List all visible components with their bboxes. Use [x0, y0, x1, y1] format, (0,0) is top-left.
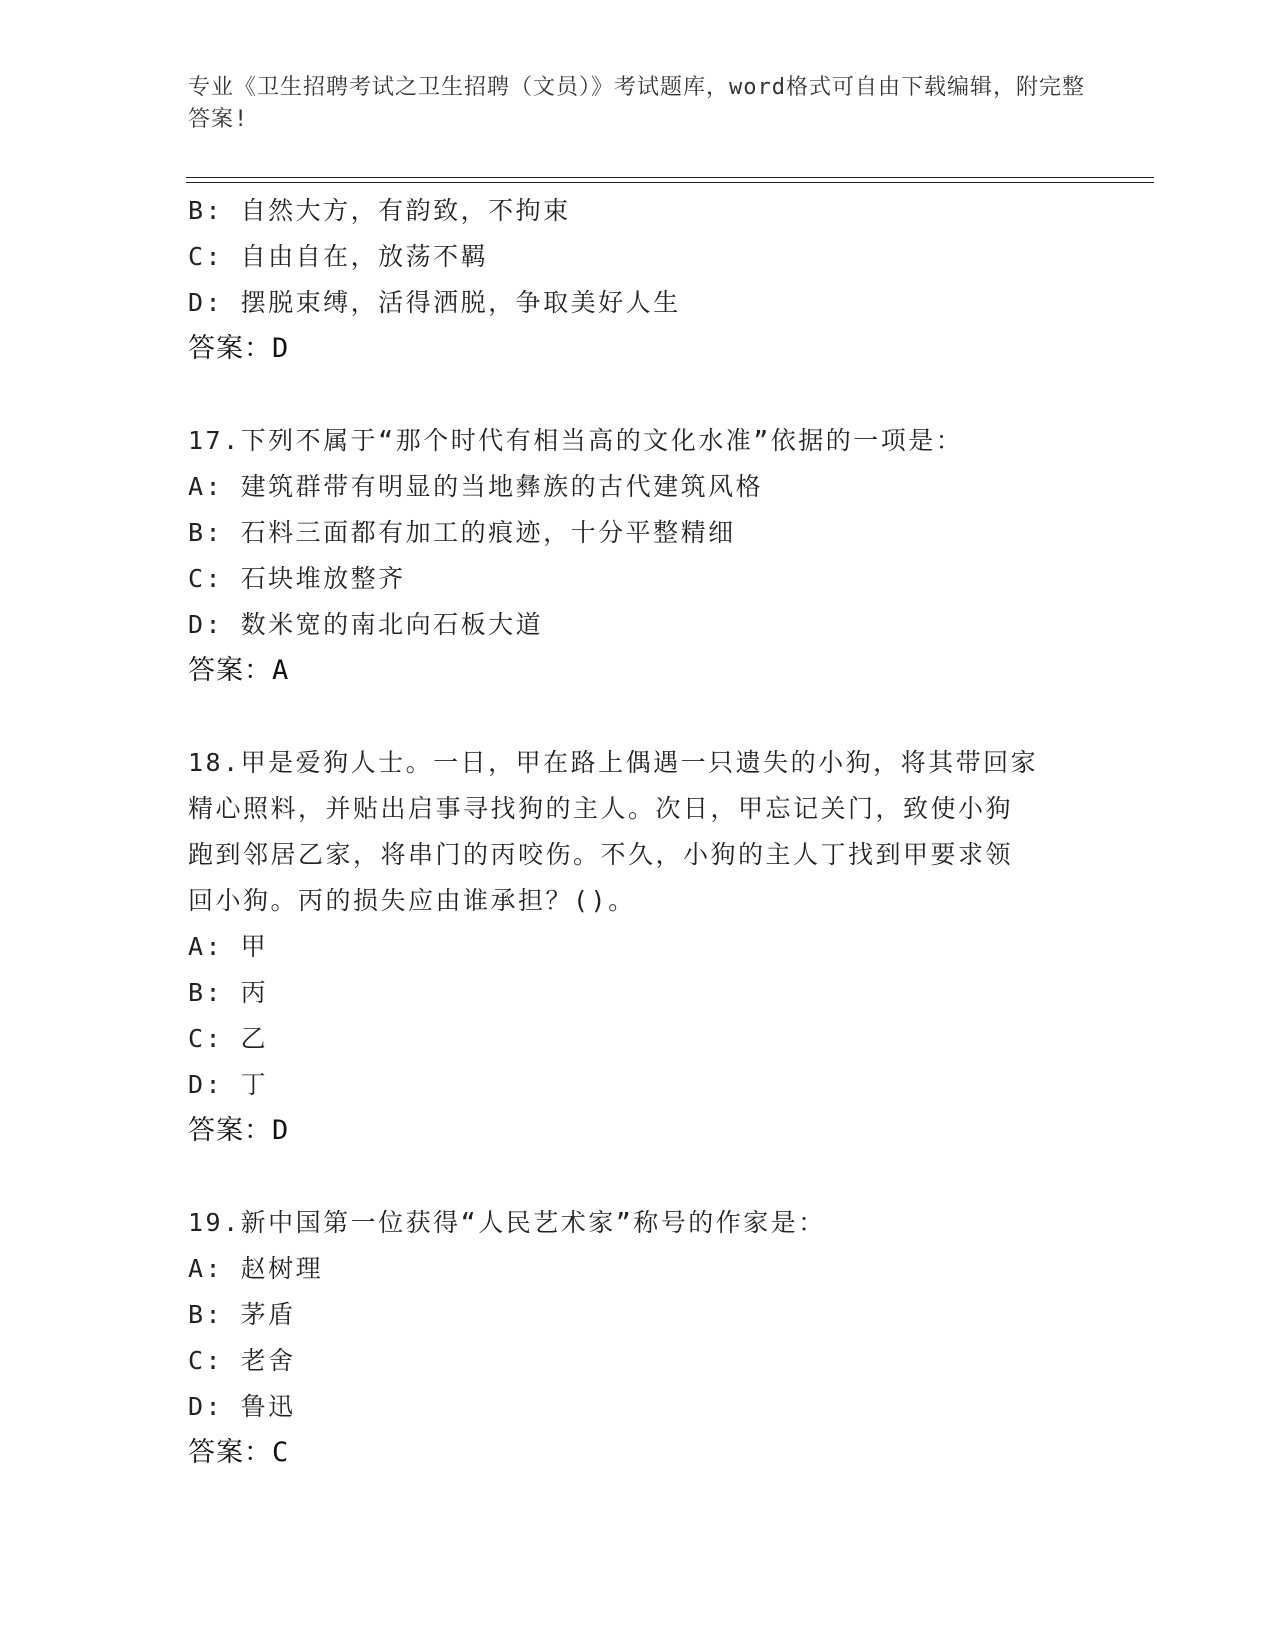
question-stem-line: 精心照料，并贴出启事寻找狗的主人。次日，甲忘记关门，致使小狗 [188, 794, 1014, 823]
question-16-continued [188, 188, 1088, 372]
question-stem: 17.下列不属于“那个时代有相当高的文化水准”依据的一项是： [188, 426, 964, 455]
answer-line: 答案：D [188, 1115, 290, 1146]
spacer [188, 694, 1088, 740]
option-d: D: 数米宽的南北向石板大道 [188, 610, 544, 639]
option-c: C: 自由自在，放荡不羁 [188, 242, 489, 271]
question-17 [188, 418, 1088, 694]
option-c: C: 老舍 [188, 1346, 296, 1375]
question-stem-line: 18.甲是爱狗人士。一日，甲在路上偶遇一只遗失的小狗，将其带回家 [188, 748, 1039, 777]
question-stem-line: 回小狗。丙的损失应由谁承担？()。 [188, 886, 636, 915]
option-b: B: 石料三面都有加工的痕迹，十分平整精细 [188, 518, 736, 547]
option-a: A: 建筑群带有明显的当地彝族的古代建筑风格 [188, 472, 764, 501]
document-header: 专业《卫生招聘考试之卫生招聘（文员）》考试题库，word格式可自由下载编辑，附完整答案! [188, 75, 1085, 132]
option-b: B: 茅盾 [188, 1300, 296, 1329]
option-d: D: 丁 [188, 1070, 269, 1099]
question-list [188, 188, 1088, 1476]
option-c: C: 石块堆放整齐 [188, 564, 406, 593]
option-b: B: 自然大方，有韵致，不拘束 [188, 196, 571, 225]
spacer [188, 1154, 1088, 1200]
question-stem-line: 跑到邻居乙家，将串门的丙咬伤。不久，小狗的主人丁找到甲要求领 [188, 840, 1014, 869]
option-d: D: 摆脱束缚，活得洒脱，争取美好人生 [188, 288, 681, 317]
answer-line: 答案：C [188, 1437, 290, 1468]
header-divider-top [186, 177, 1154, 178]
header-divider-bottom [186, 182, 1154, 183]
question-stem: 19.新中国第一位获得“人民艺术家”称号的作家是： [188, 1208, 826, 1237]
option-b: B: 丙 [188, 978, 269, 1007]
question-19 [188, 1200, 1088, 1476]
question-18 [188, 740, 1088, 1154]
answer-line: 答案：A [188, 655, 290, 686]
answer-line: 答案：D [188, 333, 290, 364]
spacer [188, 372, 1088, 418]
option-c: C: 乙 [188, 1024, 269, 1053]
option-a: A: 赵树理 [188, 1254, 324, 1283]
option-d: D: 鲁迅 [188, 1392, 296, 1421]
option-a: A: 甲 [188, 932, 269, 961]
